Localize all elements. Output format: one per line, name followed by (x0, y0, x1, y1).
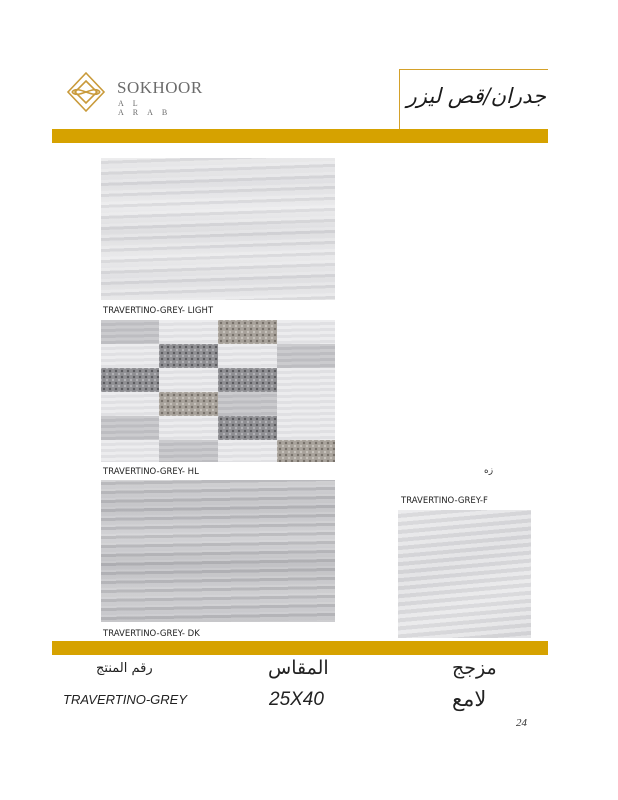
hl-cell (277, 368, 335, 392)
finish-value: لامع (452, 687, 487, 711)
hl-cell (277, 416, 335, 440)
finish-label: مزجج (452, 657, 497, 679)
brand-logo (62, 70, 212, 117)
size-label: المقاس (268, 657, 329, 679)
hl-cell (159, 392, 218, 416)
hl-cell (218, 368, 277, 392)
hl-cell (218, 392, 277, 416)
hl-cell (218, 440, 277, 462)
hl-cell (159, 440, 218, 462)
hl-cell (218, 416, 277, 440)
floor-note: زه (484, 466, 494, 476)
hl-cell (159, 344, 218, 368)
top-gold-bar (52, 129, 548, 143)
hl-cell (159, 320, 218, 344)
hl-cell (218, 344, 277, 368)
product-code-label: رقم المنتج (96, 661, 153, 676)
hl-cell (277, 344, 335, 368)
tile-image-dk (101, 480, 335, 622)
tile-image-floor (398, 510, 531, 638)
hl-cell (277, 392, 335, 416)
page-title: جدران/قص ليزر (406, 84, 546, 108)
hl-cell (101, 392, 160, 416)
tile-caption-hl: TRAVERTINO-GREY- HL (103, 467, 199, 477)
title-box (399, 69, 548, 129)
hl-cell (101, 344, 160, 368)
bottom-gold-bar (52, 641, 548, 655)
tile-caption-dk: TRAVERTINO-GREY- DK (103, 629, 200, 639)
tile-image-hl (101, 320, 335, 462)
tile-caption-light: TRAVERTINO-GREY- LIGHT (103, 306, 214, 316)
size-value: 25X40 (269, 689, 324, 710)
brand-name: SOKHOOR (117, 78, 203, 97)
hl-cell (218, 320, 277, 344)
brand-subtitle: AL ARAB (118, 99, 177, 117)
hl-cell (101, 416, 160, 440)
diamond-knot-logo-icon (62, 70, 110, 114)
tile-caption-floor: TRAVERTINO-GREY-F (401, 496, 488, 506)
hl-cell (101, 440, 160, 462)
page-number: 24 (516, 717, 527, 729)
hl-cell (101, 368, 160, 392)
hl-cell (277, 440, 335, 462)
hl-cell (277, 320, 335, 344)
tile-image-light (101, 158, 335, 300)
hl-cell (159, 416, 218, 440)
product-code-value: TRAVERTINO-GREY (63, 692, 188, 707)
hl-cell (101, 320, 160, 344)
hl-cell (159, 368, 218, 392)
